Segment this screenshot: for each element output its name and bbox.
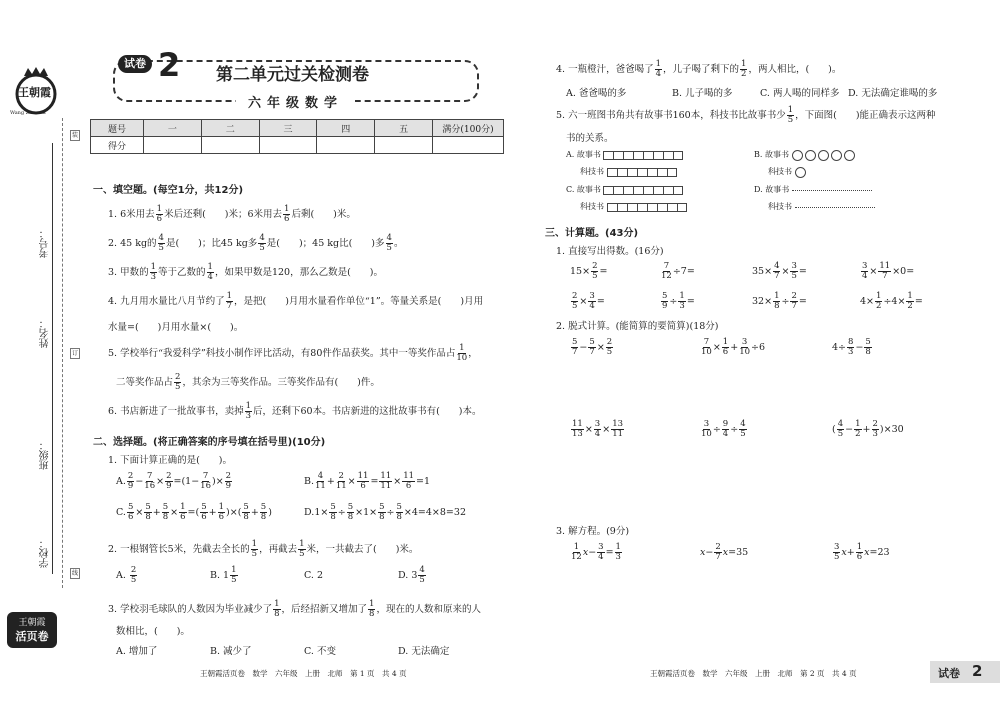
header-cell: 三 [259,120,317,137]
circle-icon [795,167,806,178]
class-label: 班级： [40,440,51,470]
header-cell: 一 [144,120,202,137]
option-c[interactable]: C. 两人喝的同样多 [760,88,840,99]
option-a-diagram[interactable]: A. 故事书 [566,149,683,160]
header-cell: 二 [201,120,259,137]
score-table [90,119,504,154]
exam-no-label: 考号： [40,228,51,258]
page-tab-number: 2 [972,662,983,680]
score-cell[interactable] [433,137,504,154]
calc-2-title: 2. 脱式计算。(能简算的要简算)(18分) [556,321,719,332]
choice-question-2: 2. 一根钢管长5米，先截去全长的 $\frac{1}{5}$ ，再截去 $\frac{1}{5}$ 米，一共截去了( )米。 [108,539,419,559]
name-label: 姓名： [40,318,51,348]
calc-item[interactable]: 35× $\frac{4}{7}$ × $\frac{3}{5}$ = [752,261,807,281]
paper-badge: 试卷 [118,55,152,73]
choice-question-5: 5. 六一班图书角共有故事书160本，科技书比故事书少 $\frac{1}{5}$ ，下面图( )能正确表示这两种 [556,105,936,125]
page-tab-label: 试卷 [938,667,960,680]
calc-3-title: 3. 解方程。(9分) [556,526,630,537]
option-b[interactable]: B. $\frac{4}{11}$ + $\frac{2}{11}$ × $\frac{11}{6}$ = $\frac{11}{11}$ × $\frac{11}{6}$ =1 [304,471,431,491]
section-2-title: 二、选择题。(将正确答案的序号填在括号里)(10分) [93,437,326,448]
header-cell: 满分(100分) [433,120,504,137]
score-cell[interactable] [144,137,202,154]
calc-item[interactable]: $\frac{3}{4}$ × $\frac{11}{7}$ ×0= [862,261,915,281]
option-d[interactable]: D. 无法确定 [398,646,450,657]
fold-mark: 订 [71,350,78,357]
circle-icon [792,150,803,161]
score-cell[interactable] [375,137,433,154]
calc-item[interactable]: 4÷ $\frac{8}{3}$ − $\frac{5}{8}$ [832,337,871,357]
grade-subtitle: 六年级数学 [236,92,355,111]
option-d[interactable]: D.1× $\frac{5}{8}$ ÷ $\frac{5}{8}$ ×1× $\frac{5}{8}$ ÷ $\frac{5}{8}$ ×4=4×8=32 [304,502,466,522]
series-logo [7,612,57,648]
choice-question-5-cont: 书的关系。 [566,133,614,144]
fill-question-2: 2. 45 kg的 $\frac{4}{5}$ 是( )；比45 kg多 $\frac{4}{5}$ 是( )；45 kg比( )多 $\frac{4}{5}$ 。 [108,233,404,253]
fill-question-4-cont: 水量=( )月用水量×( )。 [108,322,244,333]
fill-question-6: 6. 书店新进了一批故事书，卖掉 $\frac{1}{3}$ 后，还剩下60本。书店新进的这批故事书有( )本。 [108,401,482,421]
section-3-title: 三、计算题。(43分) [545,228,639,239]
header-cell: 题号 [91,120,144,137]
option-a-diagram-science: 科技书 [580,166,677,177]
option-c[interactable]: C. $\frac{5}{6}$ × $\frac{5}{8}$ + $\frac{5}{8}$ × $\frac{1}{6}$ =( $\frac{5}{6}$ + $\frac{1}{6}$ )×( $\frac{5}{8}$ + $\frac{5}{8}$ ) [116,502,272,522]
option-c-diagram-science: 科技书 [580,201,687,212]
school-label: 学校： [40,538,51,568]
circle-icon [818,150,829,161]
equation-item[interactable]: $\frac{3}{5}$ x+ $\frac{1}{6}$ x=23 [834,542,890,562]
equation-item[interactable]: $\frac{1}{12}$ x− $\frac{3}{4}$ = $\frac{1}{3}$ [571,542,621,562]
score-cell[interactable] [317,137,375,154]
choice-question-4: 4. 一瓶橙汁，爸爸喝了 $\frac{1}{4}$ ，儿子喝了剩下的 $\frac{1}{2}$ ，两人相比，( )。 [556,59,842,79]
fold-mark: 装 [71,132,78,139]
publisher-logo [6,66,66,114]
fill-question-1: 1. 6米用去 $\frac{1}{6}$ 米后还剩( )米；6米用去 $\frac{1}{6}$ 后剩( )米。 [108,204,356,224]
calc-item[interactable]: $\frac{5}{9}$ ÷ $\frac{1}{3}$ = [662,291,695,311]
story-line [792,190,872,191]
fill-question-5: 5. 学校举行“我爱科学”科技小制作评比活动，有80件作品获奖。其中一等奖作品占 $\frac{1}{10}$ ， [108,343,478,363]
calc-item[interactable]: $\frac{5}{7}$ − $\frac{5}{7}$ × $\frac{2}{5}$ [572,337,613,357]
calc-item[interactable]: $\frac{7}{10}$ × $\frac{1}{6}$ + $\frac{3}{10}$ ÷6 [701,337,766,357]
option-d[interactable]: D. 3 $\frac{4}{5}$ [398,565,425,585]
logo-subtext: Wang Zhaoxia [10,110,46,116]
row-label: 得分 [91,137,144,154]
choice-question-1: 1. 下面计算正确的是( )。 [108,455,232,466]
page-footer-right: 王朝霞活页卷 数学 六年级 上册 北师 第 2 页 共 4 页 [650,669,857,678]
option-d[interactable]: D. 无法确定谁喝的多 [848,88,938,99]
header-cell: 四 [317,120,375,137]
science-bar [607,203,687,212]
option-a[interactable]: A. 增加了 [116,646,158,657]
option-c[interactable]: C. 2 [304,570,324,581]
option-b-diagram-science: 科技书 [768,166,808,178]
equation-item[interactable]: x− $\frac{2}{7}$ x=35 [700,542,749,562]
option-d-diagram[interactable]: D. 故事书 [754,184,872,195]
circle-icon [805,150,816,161]
calc-item[interactable]: $\frac{3}{10}$ ÷ $\frac{9}{4}$ ÷ $\frac{4}{5}$ [701,419,746,439]
option-b[interactable]: B. 儿子喝的多 [672,88,733,99]
page-footer-left: 王朝霞活页卷 数学 六年级 上册 北师 第 1 页 共 4 页 [200,669,407,678]
calc-item[interactable]: ( $\frac{4}{5}$ − $\frac{1}{2}$ + $\frac{2}{3}$ )×30 [832,419,904,439]
calc-item[interactable]: $\frac{7}{12}$ ÷7= [661,261,695,281]
option-b[interactable]: B. 1 $\frac{1}{5}$ [210,565,237,585]
score-row [91,137,504,154]
choice-question-3-cont: 数相比，( )。 [116,626,190,637]
fill-question-4: 4. 九月用水量比八月节约了 $\frac{1}{7}$ ，是把( )月用水量看作单位“1”。等量关系是( )月用 [108,291,484,311]
header-cell: 五 [375,120,433,137]
calc-item[interactable]: 15× $\frac{2}{5}$ = [570,261,608,281]
fill-question-3: 3. 甲数的 $\frac{1}{3}$ 等于乙数的 $\frac{1}{4}$ ，如果甲数是120，那么乙数是( )。 [108,262,383,282]
science-line [795,207,875,208]
page-tab [930,661,1000,683]
score-cell[interactable] [201,137,259,154]
score-cell[interactable] [259,137,317,154]
paper-number: 2 [158,46,181,84]
logo-text: 王朝霞 [18,86,51,99]
option-c-diagram[interactable]: C. 故事书 [566,184,683,195]
cut-line [62,118,63,588]
circle-icon [844,150,855,161]
option-d-diagram-science: 科技书 [768,201,875,212]
story-bar [603,186,683,195]
option-a[interactable]: A. $\frac{2}{5}$ [116,565,137,585]
series-logo-bottom: 活页卷 [15,630,49,643]
fill-question-5-cont: 二等奖作品占 $\frac{2}{5}$ ，其余为三等奖作品。三等奖作品有( )件。 [116,372,380,392]
calc-item[interactable]: 32× $\frac{1}{8}$ ÷ $\frac{2}{7}$ = [752,291,807,311]
binding-strip [0,0,78,708]
series-logo-top: 王朝霞 [18,618,46,628]
option-c[interactable]: C. 不变 [304,646,336,657]
option-a[interactable]: A. $\frac{2}{9}$ − $\frac{7}{16}$ × $\frac{2}{9}$ =(1− $\frac{7}{16}$ )× $\frac{2}{9}$ [116,471,232,491]
science-bar [607,168,677,177]
option-b[interactable]: B. 减少了 [210,646,252,657]
option-a[interactable]: A. 爸爸喝的多 [566,88,627,99]
calc-1-title: 1. 直接写出得数。(16分) [556,246,664,257]
calc-item[interactable]: $\frac{2}{5}$ × $\frac{3}{4}$ = [572,291,605,311]
circle-icon [831,150,842,161]
story-bar [603,151,683,160]
calc-item[interactable]: 4× $\frac{1}{2}$ ÷4× $\frac{1}{2}$ = [860,291,923,311]
option-b-diagram[interactable]: B. 故事书 [754,149,857,161]
score-header-row [91,120,504,137]
fold-mark: 线 [71,570,78,577]
binding-line [52,143,53,574]
page-title: 第二单元过关检测卷 [216,65,369,85]
section-1-title: 一、填空题。(每空1分，共12分) [93,185,244,196]
choice-question-3: 3. 学校羽毛球队的人数因为毕业减少了 $\frac{1}{8}$ ，后经招新又增加了 $\frac{1}{8}$ ，现在的人数和原来的人 [108,599,481,619]
calc-item[interactable]: $\frac{11}{13}$ × $\frac{3}{4}$ × $\frac{13}{11}$ [572,419,624,439]
